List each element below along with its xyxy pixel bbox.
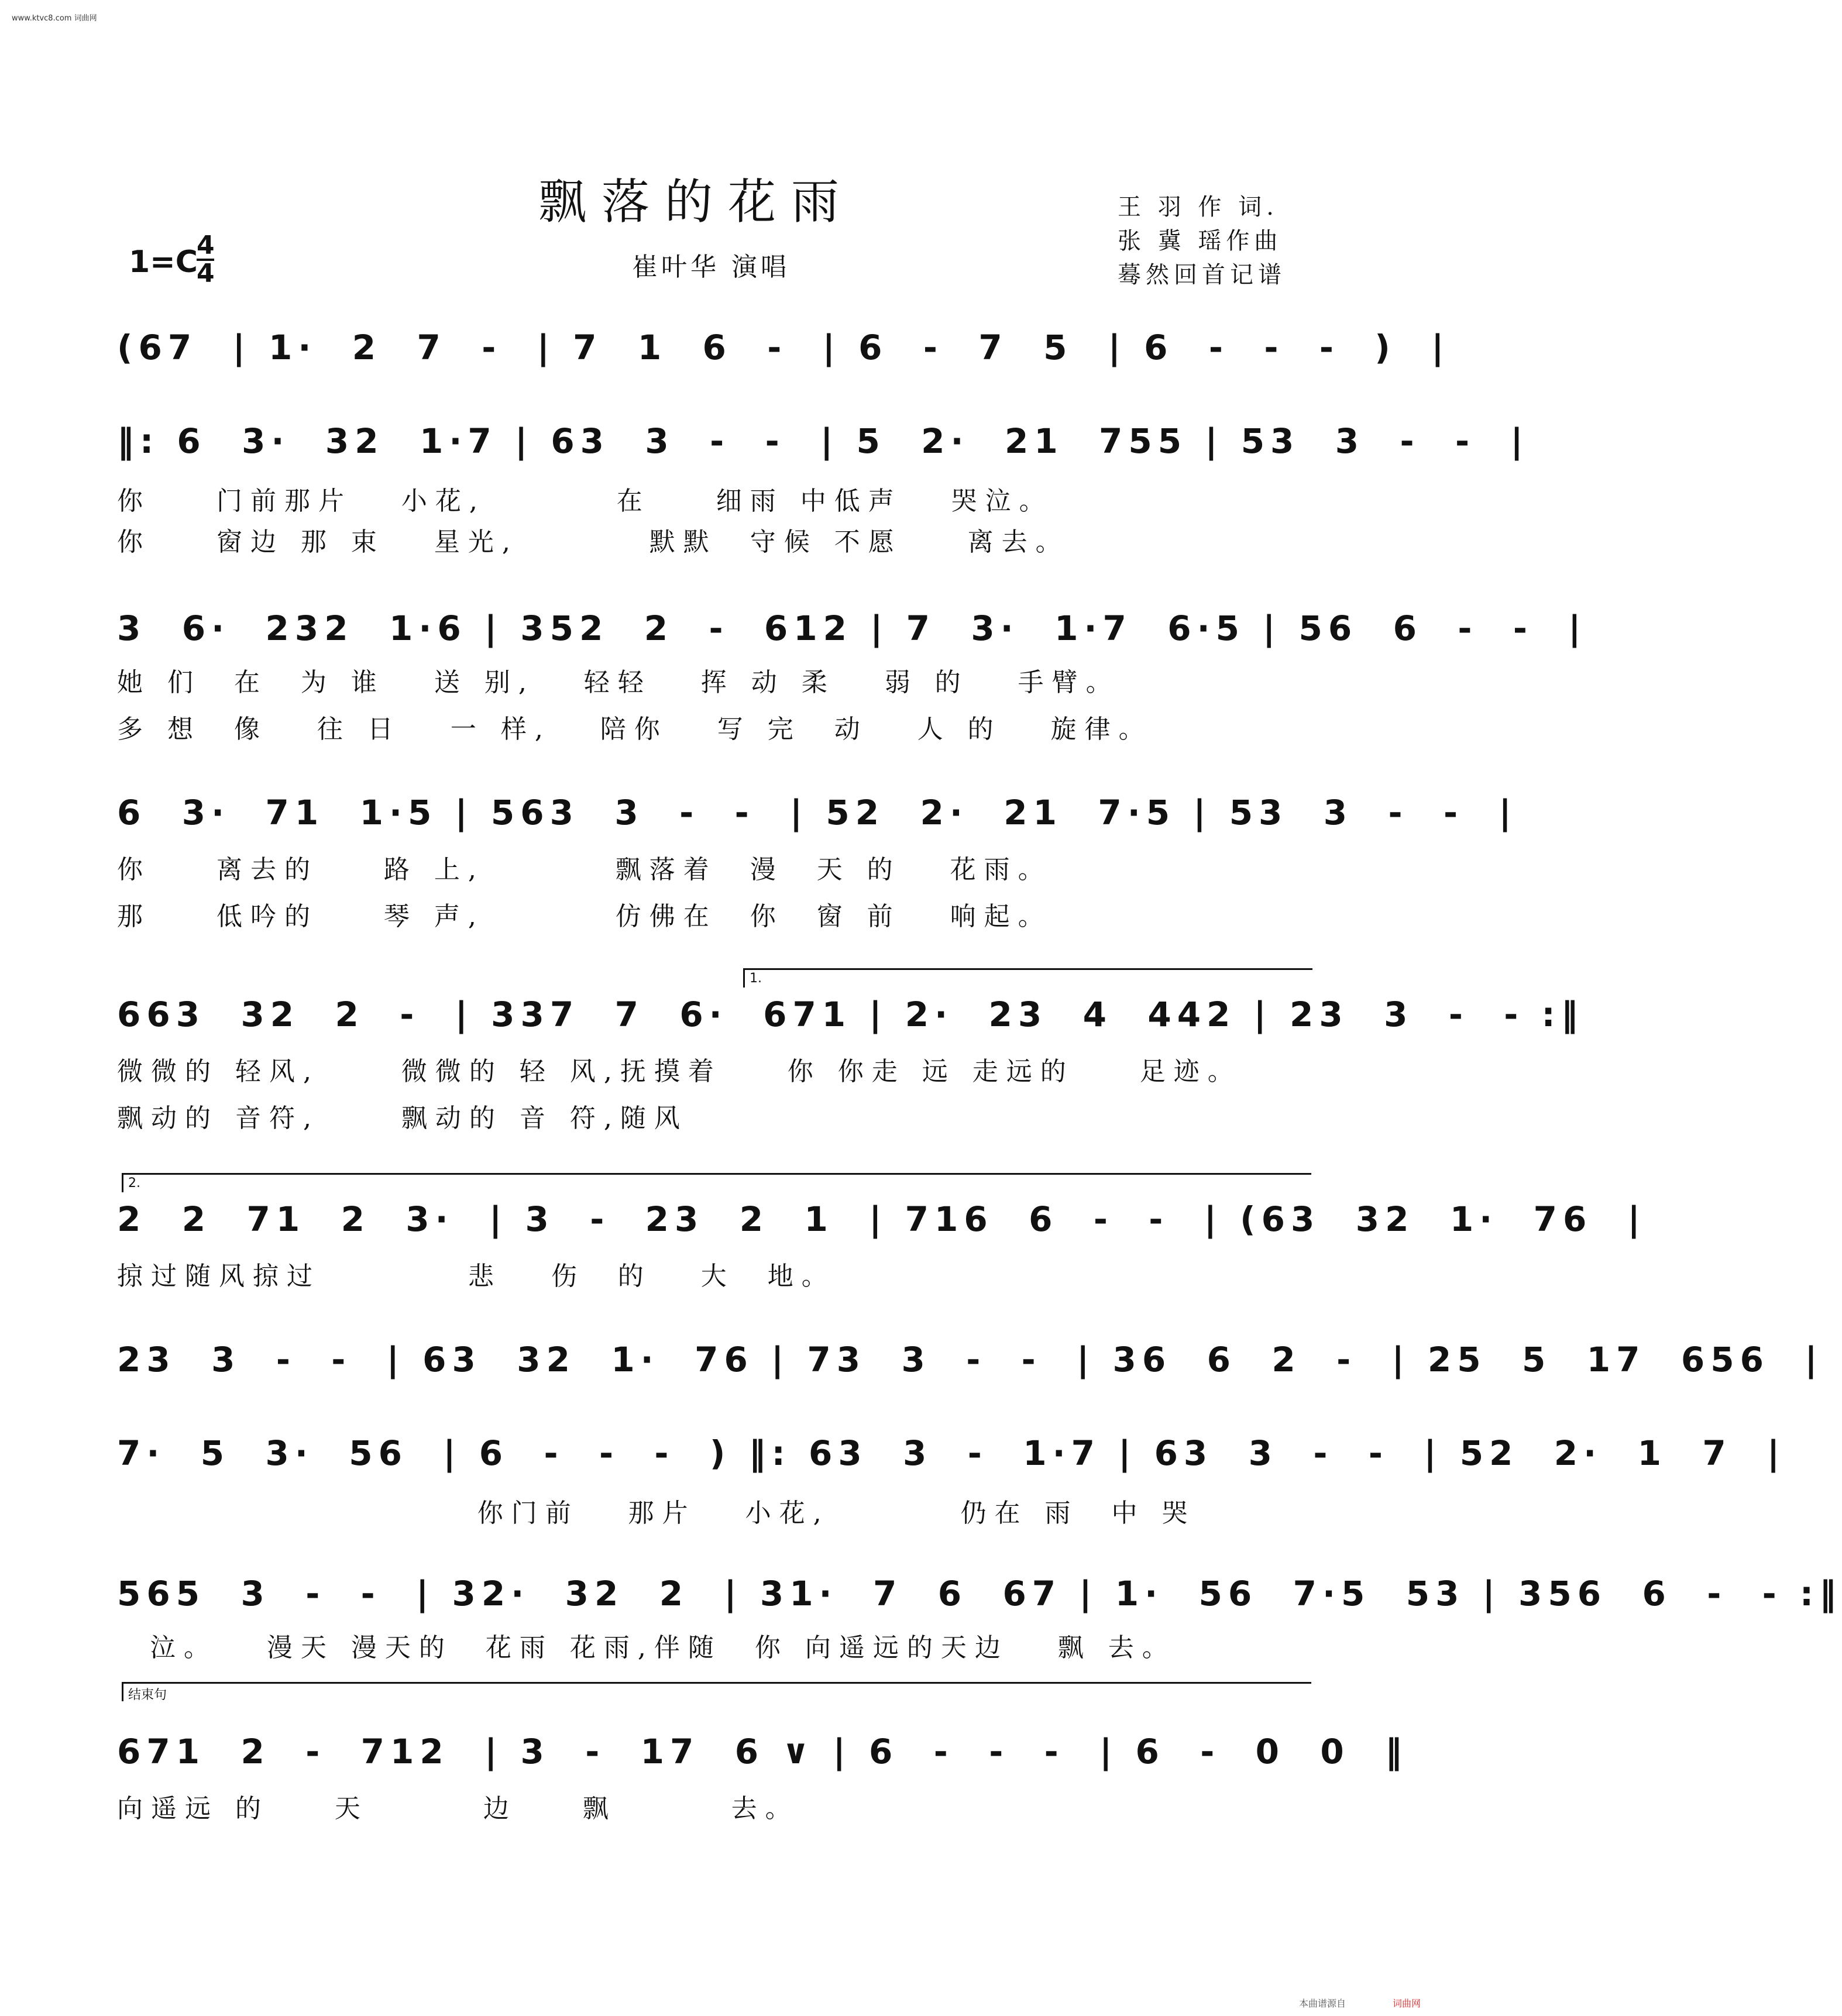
lyric-line-1: 泣。 漫天 漫天的 花雨 花雨,伴随 你 向遥远的天边 飘 去。	[117, 1633, 1176, 1663]
score-row-4	[117, 793, 1517, 931]
transcriber: 蓦然回首记谱	[1118, 262, 1286, 288]
lyric-line-2: 多 想 像 往 日 一 样, 陪你 写 完 动 人 的 旋律。	[117, 714, 1153, 744]
key-signature: 1=C	[129, 245, 198, 280]
lyric-line-1: 掠过随风掠过 悲 伤 的 大 地。	[117, 1261, 836, 1291]
score-row-5	[117, 995, 1584, 1133]
row-notes: ‖: 6 3· 32 1·7 | 63 3 - - | 5 2· 21 755 | 53 3 - - |	[117, 421, 1529, 461]
row-notes: 671 2 - 712 | 3 - 17 6 ∨ | 6 - - - | 6 - 0 0 ‖	[117, 1732, 1408, 1771]
row-notes: 3 6· 232 1·6 | 352 2 - 612 | 7 3· 1·7 6·5 | 56 6 - - |	[117, 608, 1587, 648]
footer-site: 词曲网	[1393, 1998, 1421, 2009]
lyric-line-1: 微微的 轻风, 微微的 轻 风,抚摸着 你 你走 远 走远的 足迹。	[117, 1057, 1242, 1086]
score-row-3	[117, 608, 1587, 744]
volta-2-label: 2.	[128, 1176, 140, 1191]
row-notes: (67 | 1· 2 7 - | 7 1 6 - | 6 - 7 5 | 6 - - - ) |	[117, 328, 1450, 367]
credits	[1118, 190, 1286, 292]
time-signature	[197, 233, 215, 287]
volta-1	[743, 968, 1312, 988]
footer-source: 本曲谱源自	[1299, 1998, 1346, 2009]
composer: 张 冀 瑶作曲	[1118, 228, 1283, 254]
site-note: www.ktvc8.com 词曲网	[12, 14, 97, 23]
lyric-line-2: 那 低吟的 琴 声, 仿佛在 你 窗 前 响起。	[117, 902, 1052, 931]
row-notes: 565 3 - - | 32· 32 2 | 31· 7 6 67 | 1· 56 7·5 53 | 356 6 - - :‖	[117, 1574, 1842, 1614]
lyric-line-1: 她 们 在 为 谁 送 别, 轻轻 挥 动 柔 弱 的 手臂。	[117, 668, 1120, 697]
lyric-line-1: 你 离去的 路 上, 飘落着 漫 天 的 花雨。	[117, 855, 1052, 885]
score-row-10	[117, 1732, 1408, 1849]
song-title: 飘落的花雨	[538, 174, 855, 230]
volta-1-label: 1.	[750, 971, 762, 986]
lyric-line-1: 你 门前那片 小花, 在 细雨 中低声 哭泣。	[117, 486, 1053, 516]
row-notes: 2 2 71 2 3· | 3 - 23 2 1 | 716 6 - - | (63 32 1· 76 |	[117, 1199, 1646, 1239]
performer: 崔叶华 演唱	[632, 252, 790, 282]
watermark-left	[4, 23, 16, 1989]
ending-label: 结束句	[128, 1688, 167, 1702]
lyric-line-1: 向遥远 的 天 边 飘 去。	[117, 1794, 799, 1824]
score-row-9	[117, 1574, 1842, 1691]
score-row-8	[117, 1433, 1786, 1550]
row-notes: 23 3 - - | 63 32 1· 76 | 73 3 - - | 36 6 2 - | 25 5 17 656 |	[117, 1340, 1823, 1379]
lyric-line-2: 你 窗边 那 束 星光, 默默 守候 不愿 离去。	[117, 527, 1070, 557]
ending-bracket	[122, 1682, 1311, 1701]
time-top: 4	[197, 231, 215, 260]
row-notes: 6 3· 71 1·5 | 563 3 - - | 52 2· 21 7·5 | 53 3 - - |	[117, 793, 1517, 832]
score-row-6	[117, 1199, 1646, 1316]
volta-2	[122, 1173, 1311, 1192]
lyricist: 王 羽 作 词.	[1118, 194, 1279, 221]
row-notes: 663 32 2 - | 337 7 6· 671 | 2· 23 4 442 | 23 3 - - :‖	[117, 995, 1584, 1034]
lyric-line-2: 飘动的 音符, 飘动的 音 符,随风	[117, 1103, 688, 1133]
score-row-2	[117, 421, 1529, 557]
time-bottom: 4	[197, 259, 215, 288]
lyric-line-1: 你门前 那片 小花, 仍在 雨 中 哭	[117, 1498, 1196, 1528]
row-notes: 7· 5 3· 56 | 6 - - - ) ‖: 63 3 - 1·7 | 63 3 - - | 52 2· 1 7 |	[117, 1433, 1786, 1473]
